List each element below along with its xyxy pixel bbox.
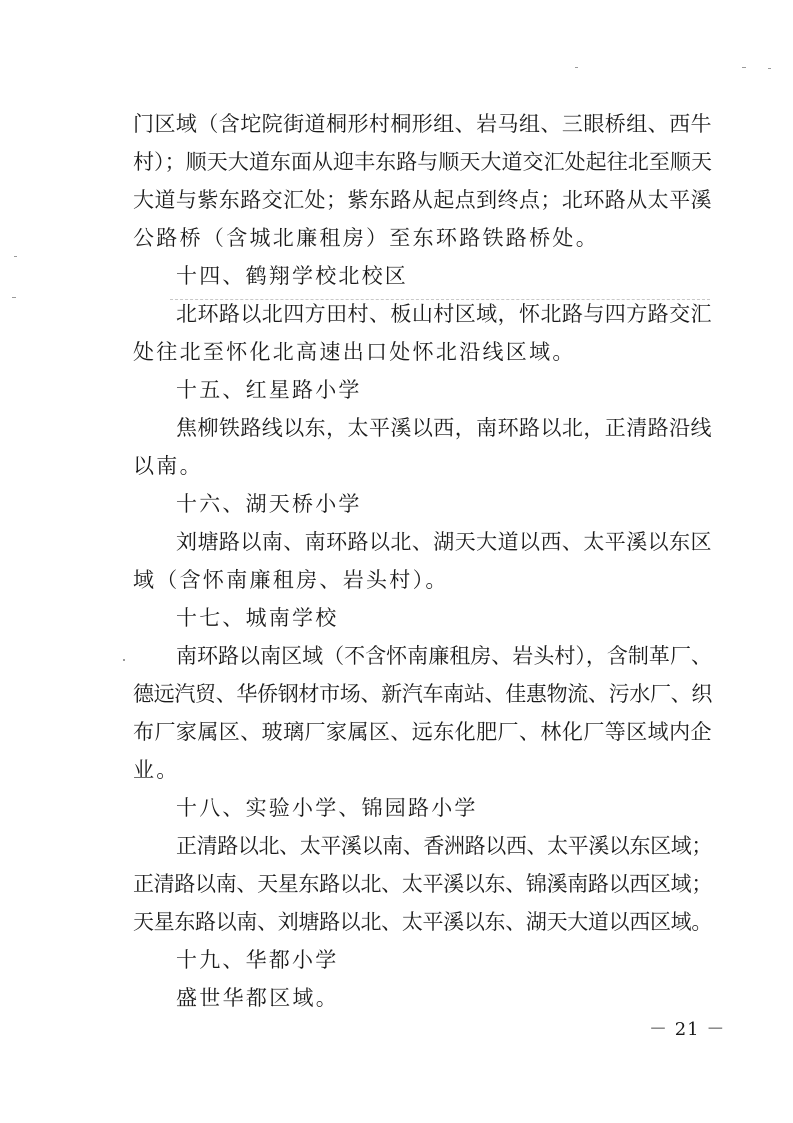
body-line-16: 德远汽贸、华侨钢材市场、新汽车南站、佳惠物流、污水厂、织 xyxy=(133,682,712,706)
body-line-15: 南环路以南区域（不含怀南廉租房、岩头村），含制革厂、 xyxy=(176,644,712,668)
body-line-4: 公路桥（含城北廉租房）至东环路铁路桥处。 xyxy=(133,226,599,250)
body-line-7: 处往北至怀化北高速出口处怀北沿线区域。 xyxy=(133,340,576,364)
scan-speck xyxy=(123,659,125,661)
scan-speck xyxy=(575,67,578,68)
body-line-21: 正清路以南、天星东路以北、太平溪以东、锦溪南路以西区域； xyxy=(133,872,712,896)
body-line-10: 以南。 xyxy=(133,454,203,478)
page-number: － 21 － xyxy=(649,1019,726,1040)
section-heading-16: 十六、湖天桥小学 xyxy=(176,492,362,516)
scan-speck xyxy=(768,68,771,69)
body-line-20: 正清路以北、太平溪以南、香洲路以西、太平溪以东区域； xyxy=(176,834,712,858)
body-line-18: 业。 xyxy=(133,758,180,782)
body-line-6: 北环路以北四方田村、板山村区域，怀北路与四方路交汇 xyxy=(176,302,712,326)
scan-speck xyxy=(742,67,746,68)
body-line-1: 门区域（含坨院街道桐形村桐形组、岩马组、三眼桥组、西牛 xyxy=(133,112,712,136)
scan-speck xyxy=(12,297,16,298)
section-heading-14: 十四、鹤翔学校北校区 xyxy=(176,264,408,288)
body-line-24: 盛世华都区域。 xyxy=(176,986,340,1010)
body-line-12: 刘塘路以南、南环路以北、湖天大道以西、太平溪以东区 xyxy=(176,530,712,554)
section-heading-15: 十五、红星路小学 xyxy=(176,378,362,402)
body-line-3: 大道与紫东路交汇处；紫东路从起点到终点；北环路从太平溪 xyxy=(133,188,712,212)
scan-speck xyxy=(14,256,17,257)
body-line-13: 域（含怀南廉租房、岩头村）。 xyxy=(133,568,449,592)
section-heading-17: 十七、城南学校 xyxy=(176,606,339,630)
body-line-2: 村）；顺天大道东面从迎丰东路与顺天大道交汇处起往北至顺天 xyxy=(133,150,712,174)
body-line-9: 焦柳铁路线以东，太平溪以西，南环路以北，正清路沿线 xyxy=(176,416,712,440)
body-line-22: 天星东路以南、刘塘路以北、太平溪以东、湖天大道以西区域。 xyxy=(133,910,712,934)
section-heading-18: 十八、实验小学、锦园路小学 xyxy=(176,796,478,820)
section-heading-19: 十九、华都小学 xyxy=(176,948,339,972)
body-line-17: 布厂家属区、玻璃厂家属区、远东化肥厂、林化厂等区域内企 xyxy=(133,720,712,744)
